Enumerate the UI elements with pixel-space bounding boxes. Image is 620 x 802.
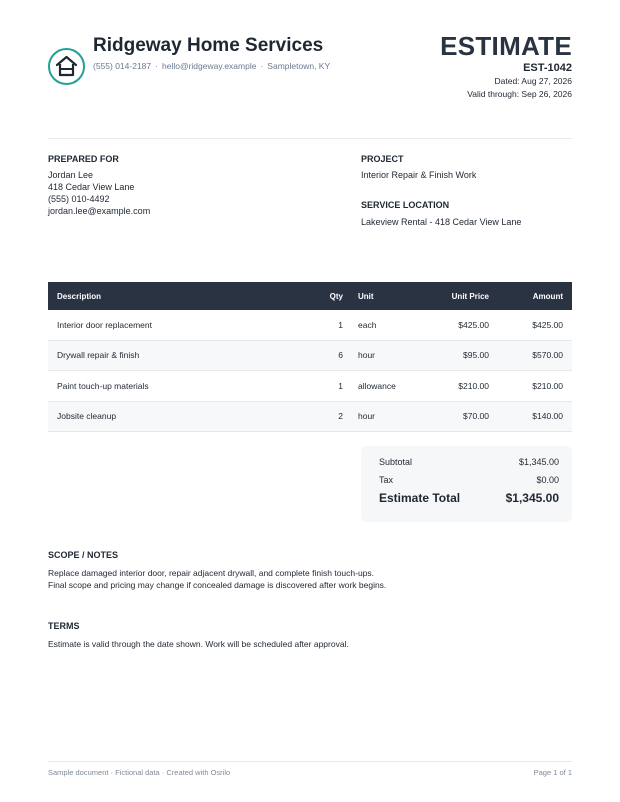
document-title: ESTIMATE (440, 31, 572, 61)
column-header-description: Description (57, 291, 102, 301)
row-unit-price: $210.00 (458, 380, 489, 391)
row-qty: 2 (338, 411, 343, 422)
row-qty: 1 (338, 380, 343, 391)
subtotal-value: $1,345.00 (518, 457, 559, 467)
tax-label: Tax (379, 475, 394, 485)
table-row (48, 402, 572, 433)
prepared-for-heading: PREPARED FOR (48, 154, 119, 164)
client-address: 418 Cedar View Lane (48, 182, 135, 192)
row-amount: $140.00 (532, 411, 563, 422)
row-unit-price: $95.00 (463, 350, 489, 361)
column-header-amount: Amount (532, 291, 563, 301)
terms-heading: TERMS (48, 621, 80, 631)
company-phone: (555) 014-2187 (93, 61, 152, 71)
client-phone: (555) 010-4492 (48, 194, 110, 204)
table-row (48, 341, 572, 372)
row-qty: 1 (338, 319, 343, 330)
company-name: Ridgeway Home Services (93, 35, 324, 56)
scope-line-2: Final scope and pricing may change if concealed damage is discovered after work begins. (48, 580, 387, 590)
row-unit: hour (358, 350, 376, 361)
column-header-unit: Unit (358, 291, 374, 301)
table-row (48, 310, 572, 341)
tax-value: $0.00 (536, 475, 559, 485)
row-unit: allowance (358, 380, 396, 391)
footer-divider (48, 761, 572, 762)
estimate-total-value: $1,345.00 (505, 491, 559, 505)
row-description: Interior door replacement (57, 319, 152, 330)
row-qty: 6 (338, 350, 343, 361)
separator: · (155, 61, 158, 71)
subtotal-row (379, 457, 559, 467)
row-description: Jobsite cleanup (57, 411, 117, 422)
column-header-unit-price: Unit Price (451, 291, 489, 301)
row-amount: $570.00 (532, 350, 563, 361)
row-description: Drywall repair & finish (57, 350, 140, 361)
tax-row (379, 475, 559, 485)
row-amount: $210.00 (532, 380, 563, 391)
client-email[interactable]: jordan.lee@example.com (48, 206, 151, 216)
row-unit-price: $425.00 (458, 319, 489, 330)
row-amount: $425.00 (532, 319, 563, 330)
house-icon (54, 54, 79, 79)
table-header (48, 282, 572, 310)
company-contact (93, 61, 330, 71)
footer-note: Sample document · Fictional data · Created with Osrilo (48, 768, 231, 777)
header-divider (48, 138, 572, 139)
document-number: EST-1042 (523, 62, 572, 74)
table-row (48, 371, 572, 402)
service-location: Lakeview Rental - 418 Cedar View Lane (361, 217, 522, 227)
project-name: Interior Repair & Finish Work (361, 170, 477, 180)
document-dated: Dated: Aug 27, 2026 (494, 76, 572, 86)
scope-heading: SCOPE / NOTES (48, 550, 119, 560)
row-unit: each (358, 319, 377, 330)
estimate-total-label: Estimate Total (379, 491, 461, 505)
scope-line-1: Replace damaged interior door, repair adjacent drywall, and complete finish touch-ups. (48, 568, 375, 578)
line-items-table (48, 282, 572, 432)
client-name: Jordan Lee (48, 170, 94, 180)
estimate-total-row (379, 491, 559, 505)
company-logo (48, 48, 85, 85)
column-header-qty: Qty (329, 291, 343, 301)
company-email[interactable]: hello@ridgeway.example (161, 61, 257, 71)
subtotal-label: Subtotal (379, 457, 413, 467)
row-description: Paint touch-up materials (57, 380, 149, 391)
document-valid-through: Valid through: Sep 26, 2026 (467, 89, 572, 99)
row-unit: hour (358, 411, 376, 422)
page-number: Page 1 of 1 (533, 768, 572, 777)
project-heading: PROJECT (361, 154, 404, 164)
service-location-heading: SERVICE LOCATION (361, 200, 450, 210)
terms-text: Estimate is valid through the date shown. Work will be scheduled after approval. (48, 639, 349, 649)
totals-box (361, 446, 572, 522)
separator: · (260, 61, 264, 71)
company-location: Sampletown, KY (267, 61, 331, 71)
row-unit-price: $70.00 (463, 411, 489, 422)
